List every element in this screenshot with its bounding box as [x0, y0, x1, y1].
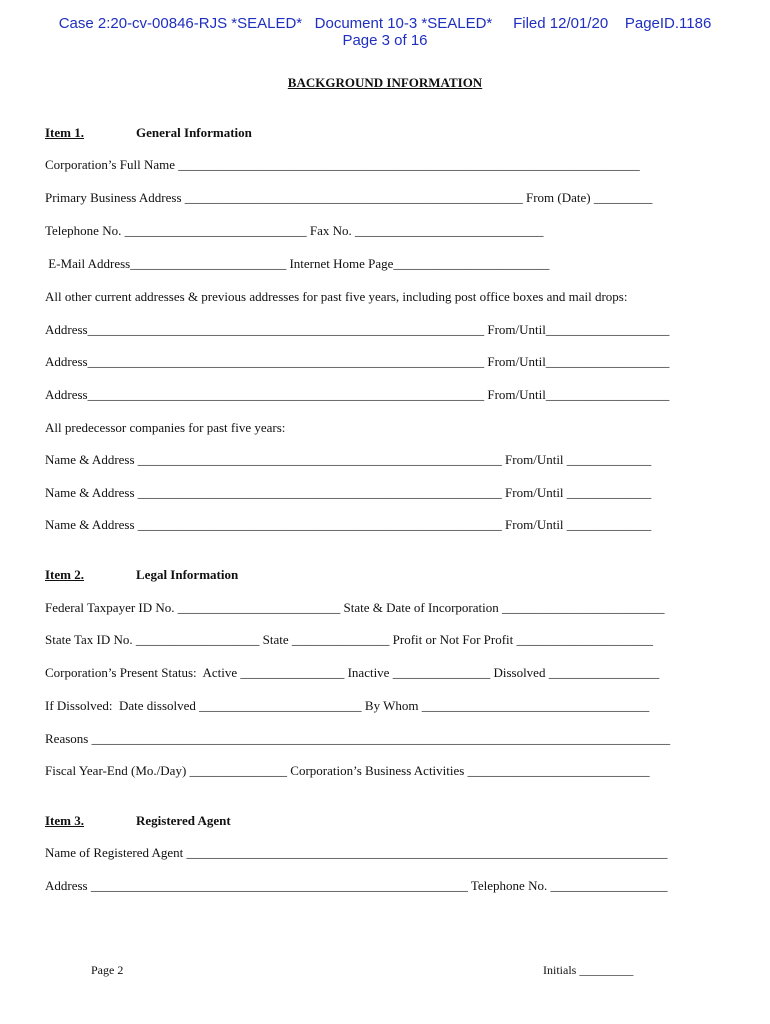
- form-line-email: E-Mail Address________________________ Internet Home Page________________________: [45, 256, 550, 271]
- page-number: Page 2: [91, 963, 124, 977]
- item-3-number: Item 3.: [45, 813, 84, 828]
- form-line-fiscal-year: Fiscal Year-End (Mo./Day) _______________ Corporation’s Business Activities ____________________________: [45, 763, 650, 778]
- addresses-instruction: All other current addresses & previous addresses for past five years, including post office boxes and mail drops:: [45, 289, 628, 304]
- item-2-number: Item 2.: [45, 567, 84, 582]
- form-line-agent-name: Name of Registered Agent __________________________________________________________________________: [45, 845, 668, 860]
- form-line-status: Corporation’s Present Status: Active ________________ Inactive _______________ Dissolved _________________: [45, 665, 660, 680]
- case-header: [0, 15, 770, 32]
- form-line-state-tax-id: State Tax ID No. ___________________ State _______________ Profit or Not For Profit _____________________: [45, 632, 654, 647]
- filed-date: Filed 12/01/20: [513, 15, 609, 32]
- form-line-reasons: Reasons _________________________________________________________________________________________: [45, 731, 671, 746]
- item-3-title: Registered Agent: [136, 813, 231, 828]
- initials-line: Initials _________: [543, 963, 634, 977]
- document-number: Document 10-3 *SEALED*: [314, 15, 493, 32]
- form-line-address: Address_____________________________________________________________ From/Until___________________: [45, 354, 670, 369]
- form-line-dissolved: If Dissolved: Date dissolved _________________________ By Whom ___________________________________: [45, 698, 650, 713]
- page-title: BACKGROUND INFORMATION: [287, 75, 483, 90]
- item-2-title: Legal Information: [136, 567, 239, 582]
- form-line-agent-address: Address __________________________________________________________ Telephone No. __________________: [45, 878, 668, 893]
- form-line-predecessor: Name & Address ________________________________________________________ From/Until _____________: [45, 517, 652, 532]
- form-line-full-name: Corporation’s Full Name _______________________________________________________________________: [45, 157, 640, 172]
- item-1-number: Item 1.: [45, 125, 84, 140]
- form-line-address: Address_____________________________________________________________ From/Until___________________: [45, 322, 670, 337]
- case-number: Case 2:20-cv-00846-RJS *SEALED*: [58, 15, 303, 32]
- form-line-address: Address_____________________________________________________________ From/Until___________________: [45, 387, 670, 402]
- item-1-title: General Information: [136, 125, 252, 140]
- form-line-business-address: Primary Business Address ____________________________________________________ From (Date) _________: [45, 190, 653, 205]
- form-line-predecessor: Name & Address ________________________________________________________ From/Until _____________: [45, 452, 652, 467]
- predecessor-instruction: All predecessor companies for past five years:: [45, 420, 286, 435]
- form-line-telephone: Telephone No. ____________________________ Fax No. _____________________________: [45, 223, 544, 238]
- page-id: PageID.1186: [624, 15, 712, 32]
- form-line-predecessor: Name & Address ________________________________________________________ From/Until _____________: [45, 485, 652, 500]
- page-count: Page 3 of 16: [342, 32, 428, 49]
- form-line-taxpayer-id: Federal Taxpayer ID No. _________________________ State & Date of Incorporation _________________________: [45, 600, 665, 615]
